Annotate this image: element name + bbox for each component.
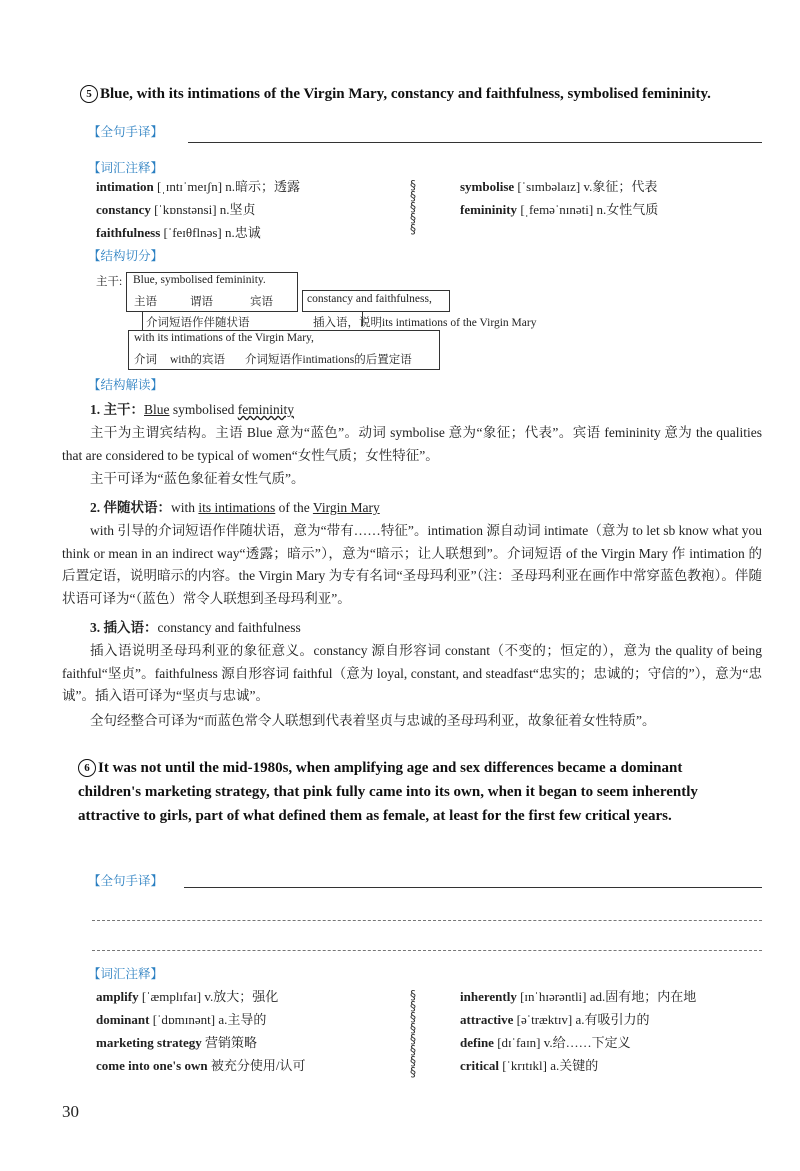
diagram-main-label: 主干: [96, 276, 123, 288]
vocab-item: constancy [ˈkɒnstənsi] n.坚贞 [96, 202, 256, 217]
analysis-paragraph: 主干为主谓宾结构。主语 Blue 意为“蓝色”。动词 symbolise 意为“象征；代表”。宾语 femininity 意为 the qualities that are considered to be typical of women“女性气质；女性特征”。 [62, 425, 762, 463]
vocab-item: inherently [ɪnˈhɪərəntli] ad.固有地；内在地 [460, 989, 697, 1004]
vocab-label: 【词汇注释】 [88, 966, 164, 981]
split-label: 【结构切分】 [88, 248, 164, 263]
main-text: Blue, symbolised femininity. [133, 274, 266, 286]
analysis-paragraph: 主干可译为“蓝色象征着女性气质”。 [90, 471, 305, 486]
sentence-6 [78, 756, 748, 828]
analysis-paragraph: 插入语说明圣母玛利亚的象征意义。constancy 源自形容词 constant（不变的；恒定的），意为 the quality of being faithful“坚贞”。faithfulness 源自形容词 faithful（意为 loyal, constant, and steadfast“忠实的；忠诚的；守信的”），意为“忠诚”。插入语可译为“坚贞与忠诚”。 [62, 643, 762, 703]
analysis-heading-2: 2. 伴随状语：with its intimations of the Virgin Mary [90, 500, 380, 515]
divider-squiggle: § § § § § [410, 178, 416, 236]
arrow-up [142, 312, 143, 330]
vocab-item: faithfulness [ˈfeɪθflnəs] n.忠诚 [96, 225, 261, 240]
vocab-item: define [dɪˈfaɪn] v.给……下定义 [460, 1035, 631, 1050]
analysis-paragraph: 全句经整合可译为“而蓝色常令人联想到代表着坚贞与忠诚的圣母玛利亚，故象征着女性特质”。 [90, 713, 656, 728]
insert-label: 插入语，说明its intimations of the Virgin Mary [313, 317, 537, 329]
vocab-item: come into one's own 被充分使用/认可 [96, 1058, 306, 1073]
vocab-item: femininity [ˌfeməˈnɪnəti] n.女性气质 [460, 202, 659, 217]
analysis-paragraph: with 引导的介词短语作伴随状语，意为“带有……特征”。intimation 源自动词 intimate（意为 to let sb know what you think or mean in an indirect way“透露；暗示”），意为“暗示；让人联想到”。介词短语 of the Virgin Mary 作 intimation 的后置定语，说明暗示的内容。the Virgin Mary 为专有名词“圣母玛利亚”（注：圣母玛利亚在画作中常穿蓝色教袍）。伴随状语可译为“（蓝色）常令人联想到圣母玛利亚”。 [62, 523, 762, 606]
with-object-label: with的宾语 [170, 354, 225, 366]
translation-line[interactable] [188, 142, 762, 143]
subject-label: 主语 [134, 296, 157, 308]
prep-label: 介词 [134, 354, 157, 366]
analysis-heading-1: 1. 主干：Blue symbolised femininity [90, 402, 295, 417]
translation-label: 【全句手译】 [88, 124, 164, 139]
object-label: 宾语 [250, 296, 273, 308]
analysis-label: 【结构解读】 [88, 377, 164, 392]
divider-squiggle: § § § § § § § § [410, 988, 416, 1079]
vocab-label: 【词汇注释】 [88, 160, 164, 175]
sentence-number: 5 [80, 85, 98, 103]
translation-line[interactable] [92, 920, 762, 921]
vocab-item: intimation [ˌɪntɪˈmeɪʃn] n.暗示；透露 [96, 179, 301, 194]
sentence-text: It was not until the mid-1980s, when amplifying age and sex differences became a dominant children's marketing strategy, that pink fully came into its own, when it began to seem inherently attractive to girls, part of what defined them as female, at least for the first few critical years. [78, 760, 698, 824]
verb-label: 谓语 [190, 296, 213, 308]
adverbial-label: 介词短语作伴随状语 [146, 317, 250, 329]
analysis-heading-3: 3. 插入语：constancy and faithfulness [90, 620, 301, 635]
vocab-item: critical [ˈkrɪtɪkl] a.关键的 [460, 1058, 599, 1073]
vocab-item: amplify [ˈæmplɪfaɪ] v.放大；强化 [96, 989, 279, 1004]
page-number: 30 [62, 1102, 79, 1121]
translation-label: 【全句手译】 [88, 873, 164, 888]
sentence-number: 6 [78, 759, 96, 777]
insert-text: constancy and faithfulness, [307, 293, 432, 305]
translation-line[interactable] [184, 887, 762, 888]
sentence-text: Blue, with its intimations of the Virgin Mary, constancy and faithfulness, symbolised femininity. [100, 86, 711, 102]
with-line: with its intimations of the Virgin Mary, [134, 332, 314, 344]
vocab-item: marketing strategy 营销策略 [96, 1035, 258, 1050]
vocab-item: dominant [ˈdɒmɪnənt] a.主导的 [96, 1012, 267, 1027]
sentence-5 [80, 82, 770, 106]
vocab-item: symbolise [ˈsɪmbəlaɪz] v.象征；代表 [460, 179, 658, 194]
vocab-item: attractive [əˈtræktɪv] a.有吸引力的 [460, 1012, 650, 1027]
translation-line[interactable] [92, 950, 762, 951]
postmod-label: 介词短语作intimations的后置定语 [245, 354, 412, 366]
